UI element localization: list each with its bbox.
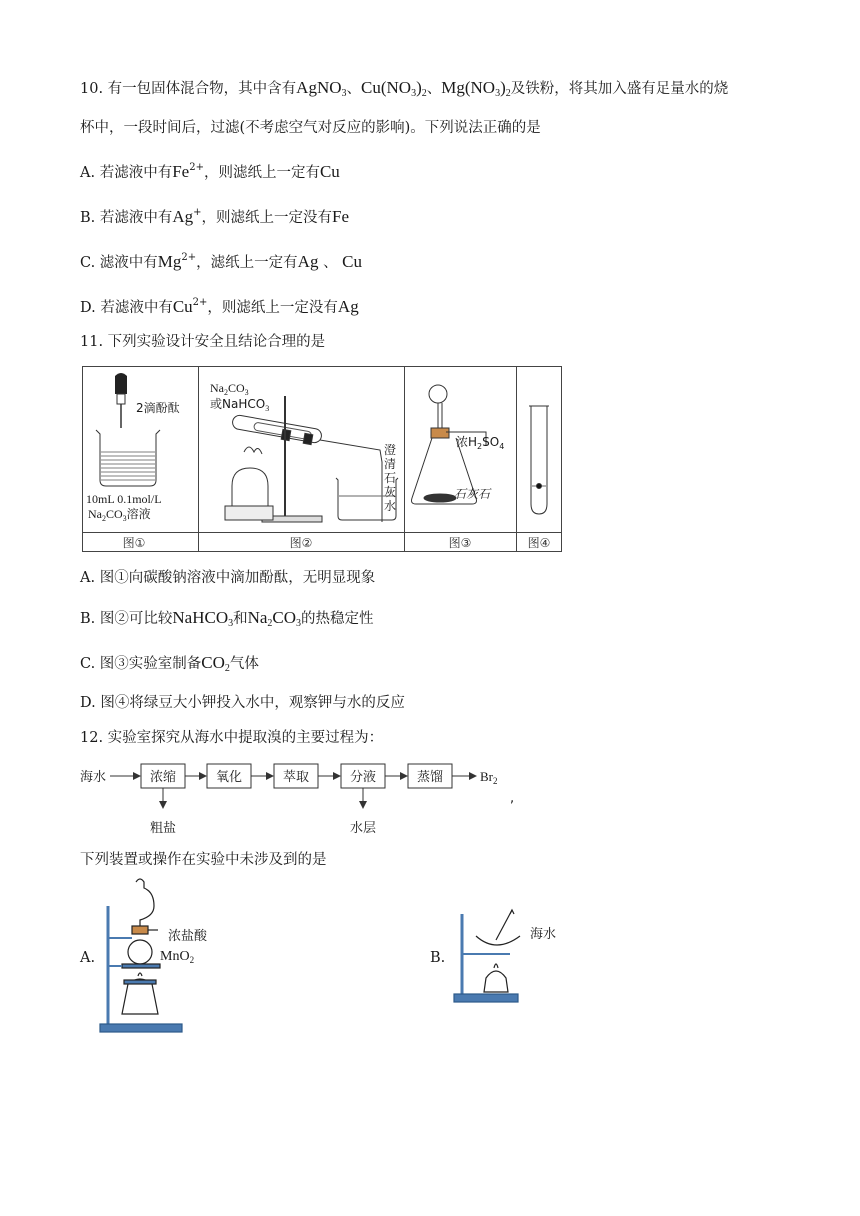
q11-option-c[interactable]: C. 图③实验室制备$CO_2$气体 <box>80 653 259 674</box>
fig2-label-1: $Na_2CO_3$ <box>210 381 249 397</box>
q12-flow-diagram <box>80 760 540 840</box>
q11-stem: 11. 下列实验设计安全且结论合理的是 <box>80 334 326 350</box>
fig3-caption: 图③ <box>448 536 472 550</box>
q12-option-b-apparatus <box>452 908 572 1004</box>
fig2-label-2: 或NaHCO$_3$ <box>210 397 270 413</box>
q10-option-b[interactable]: B. 若滤液中有Ag+，则滤纸上一定没有Fe <box>80 207 350 226</box>
fig1-solution-label-1: 10mL 0.1mol/L <box>86 492 162 506</box>
fig2-caption: 图② <box>289 536 313 550</box>
q12-option-a-apparatus <box>98 876 258 1034</box>
apparatus-a-label-1: 浓盐酸 <box>168 929 208 944</box>
flow-byproduct-2: 水层 <box>349 821 377 836</box>
fig2-side-5: 水 <box>384 499 397 513</box>
fig2-side-3: 石 <box>384 471 397 485</box>
apparatus-b-label: 海水 <box>530 927 557 942</box>
q10-option-a[interactable]: A. 若滤液中有$Fe^{2+}$，则滤纸上一定有Cu <box>80 162 340 181</box>
flow-step-3: 萃取 <box>282 770 310 785</box>
flow-step-2: 氧化 <box>215 770 243 785</box>
fig1-caption: 图① <box>122 536 146 550</box>
fig2-apparatus <box>225 396 398 522</box>
q11-option-a[interactable]: A. 图①向碳酸钠溶液中滴加酚酞，无明显现象 <box>80 570 376 586</box>
fig1-beaker <box>96 430 160 486</box>
flow-step-4: 分液 <box>349 770 377 785</box>
q12-option-a-letter[interactable]: A. <box>80 950 96 966</box>
fig4-caption: 图④ <box>527 536 551 550</box>
q10-stem-line2: 杯中，一段时间后，过滤(不考虑空气对反应的影响)。下列说法正确的是 <box>80 120 541 136</box>
q10-option-c[interactable]: C. 滤液中有$Mg^{2+}$，滤纸上一定有Ag 、 Cu <box>80 252 363 271</box>
fig2-side-2: 清 <box>384 457 397 471</box>
flow-comma: , <box>510 791 515 806</box>
flow-byproduct-1: 粗盐 <box>149 821 177 836</box>
q12-stem-2: 下列装置或操作在实验中未涉及到的是 <box>80 852 327 868</box>
q10-stem-line1: 10. 有一包固体混合物，其中含有AgNO$_3$、$Cu(NO_3)_2$、$Mg(NO_3)_2$及铁粉，将其加入盛有足量水的烧 <box>80 78 729 99</box>
q12-option-b-letter[interactable]: B. <box>430 950 446 966</box>
q11-option-d[interactable]: D. 图④将绿豆大小钾投入水中，观察钾与水的反应 <box>80 695 405 711</box>
fig3-acid-label: 浓$H_2SO_4$ <box>456 435 505 451</box>
q11-option-b[interactable]: B. 图②可比较NaHCO$_3$和$Na_2CO_3$的热稳定性 <box>80 608 374 629</box>
fig1-solution-label-2: $Na_2CO_3$溶液 <box>88 507 151 523</box>
fig2-side-1: 澄 <box>384 443 397 457</box>
flow-start: 海水 <box>80 770 107 785</box>
flow-step-1: 浓缩 <box>149 770 177 785</box>
fig1-dropper <box>115 373 127 428</box>
fig4-test-tube <box>529 406 549 514</box>
fig2-side-4: 灰 <box>384 485 397 499</box>
flow-end: $Br_2$ <box>480 769 498 786</box>
apparatus-a-label-2: MnO$_2$ <box>160 949 195 965</box>
fig3-stone-label: 石灰石 <box>454 487 491 501</box>
flow-step-5: 蒸馏 <box>416 770 444 785</box>
q10-option-d[interactable]: D. 若滤液中有$Cu^{2+}$，则滤纸上一定没有Ag <box>80 297 359 316</box>
q11-figure-table <box>82 366 562 552</box>
fig1-drops-label: 2滴酚酞 <box>136 401 180 415</box>
q12-stem: 12. 实验室探究从海水中提取溴的主要过程为： <box>80 730 384 746</box>
